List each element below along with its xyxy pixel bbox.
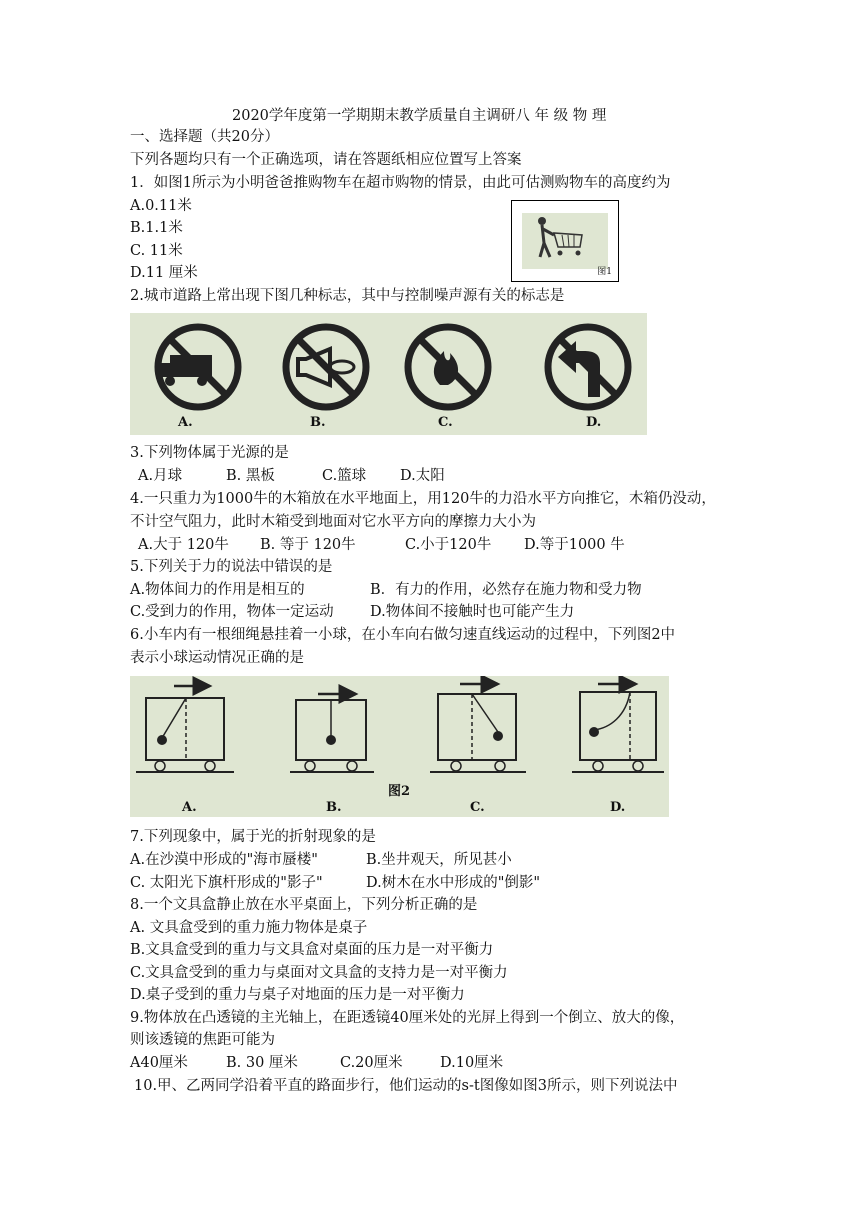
cart-b-icon	[290, 694, 374, 772]
q1-option-a: A.0.11米	[130, 198, 192, 214]
sign-label-c: C.	[438, 415, 453, 430]
q6-carts-figure	[130, 676, 669, 817]
cart-label-c: C.	[470, 800, 485, 815]
q4-stem-line2: 不计空气阻力，此时木箱受到地面对它水平方向的摩擦力大小为	[130, 514, 536, 530]
q4-stem-line1: 4.一只重力为1000牛的木箱放在水平地面上，用120牛的力沿水平方向推它，木箱仍没动，	[130, 491, 716, 507]
sign-label-d: D.	[586, 415, 602, 430]
figure-1-caption: 图1	[597, 267, 612, 277]
q1-option-b: B.1.1米	[130, 220, 183, 236]
q1-stem: 1．如图1所示为小明爸爸推购物车在超市购物的情景，由此可估测购物车的高度约为	[130, 175, 671, 191]
q4-option-a: A.大于 120牛	[138, 537, 229, 553]
section-instruction: 下列各题均只有一个正确选项，请在答题纸相应位置写上答案	[130, 152, 522, 168]
q8-option-b: B.文具盒受到的重力与文具盒对桌面的压力是一对平衡力	[130, 942, 494, 958]
q3-option-a: A.月球	[138, 468, 183, 484]
q1-option-d: D.11 厘米	[130, 265, 198, 281]
q8-option-d: D.桌子受到的重力与桌子对地面的压力是一对平衡力	[130, 987, 465, 1003]
cart-c-icon	[430, 684, 526, 772]
cart-a-icon	[136, 686, 234, 772]
q3-stem: 3.下列物体属于光源的是	[130, 445, 289, 461]
q7-option-b: B.坐井观天，所见甚小	[366, 852, 512, 868]
q6-stem-line1: 6.小车内有一根细绳悬挂着一小球，在小车向右做匀速直线运动的过程中，下列图2中	[130, 627, 676, 643]
q4-option-b: B. 等于 120牛	[260, 537, 356, 553]
no-horn-sign-icon	[286, 327, 366, 407]
sign-label-b: B.	[310, 415, 326, 430]
q6-stem-line2: 表示小球运动情况正确的是	[130, 650, 304, 666]
q2-signs-figure	[130, 313, 647, 435]
q7-option-c: C. 太阳光下旗杆形成的"影子"	[130, 875, 323, 891]
shopping-cart-image	[522, 213, 608, 269]
q7-option-a: A.在沙漠中形成的"海市蜃楼"	[130, 852, 318, 868]
q5-stem: 5.下列关于力的说法中错误的是	[130, 559, 333, 575]
cart-label-a: A.	[182, 800, 197, 815]
q3-option-d: D.太阳	[400, 468, 445, 484]
q4-option-d: D.等于1000 牛	[524, 537, 625, 553]
q9-option-c: C.20厘米	[340, 1055, 403, 1071]
sign-label-a: A.	[178, 415, 193, 430]
q5-option-c: C.受到力的作用，物体一定运动	[130, 604, 334, 620]
q7-stem: 7.下列现象中，属于光的折射现象的是	[130, 829, 376, 845]
q10-stem: 10.甲、乙两同学沿着平直的路面步行，他们运动的s-t图像如图3所示，则下列说法中	[134, 1078, 678, 1094]
q8-option-a: A. 文具盒受到的重力施力物体是桌子	[130, 920, 368, 936]
q9-option-d: D.10厘米	[440, 1055, 504, 1071]
cart-label-b: B.	[326, 800, 342, 815]
q5-option-d: D.物体间不接触时也可能产生力	[370, 604, 575, 620]
q8-option-c: C.文具盒受到的重力与桌面对文具盒的支持力是一对平衡力	[130, 965, 508, 981]
q3-option-c: C.篮球	[322, 468, 367, 484]
cart-label-d: D.	[610, 800, 626, 815]
section-heading: 一、选择题（共20分）	[130, 129, 279, 145]
q9-option-a: A40厘米	[130, 1055, 188, 1071]
no-left-turn-sign-icon	[548, 327, 628, 407]
q7-option-d: D.树木在水中形成的"倒影"	[366, 875, 541, 891]
figure-2-caption: 图2	[388, 784, 411, 799]
q2-stem: 2.城市道路上常出现下图几种标志，其中与控制噪声源有关的标志是	[130, 288, 565, 304]
q8-stem: 8.一个文具盒静止放在水平桌面上，下列分析正确的是	[130, 897, 478, 913]
page-title: 2020学年度第一学期期末教学质量自主调研八 年 级 物 理	[232, 108, 607, 124]
q9-stem-line1: 9.物体放在凸透镜的主光轴上，在距透镜40厘米处的光屏上得到一个倒立、放大的像，	[130, 1010, 685, 1026]
no-fire-sign-icon	[408, 327, 488, 407]
q1-option-c: C. 11米	[130, 243, 183, 259]
q9-option-b: B. 30 厘米	[226, 1055, 298, 1071]
no-truck-sign-icon	[158, 327, 238, 407]
q9-stem-line2: 则该透镜的焦距可能为	[130, 1032, 275, 1048]
q5-option-a: A.物体间力的作用是相互的	[130, 582, 305, 598]
q4-option-c: C.小于120牛	[405, 537, 492, 553]
q5-option-b: B．有力的作用，必然存在施力物和受力物	[370, 582, 642, 598]
cart-d-icon	[572, 684, 664, 772]
q3-option-b: B. 黑板	[226, 468, 275, 484]
figure-1	[511, 200, 619, 282]
